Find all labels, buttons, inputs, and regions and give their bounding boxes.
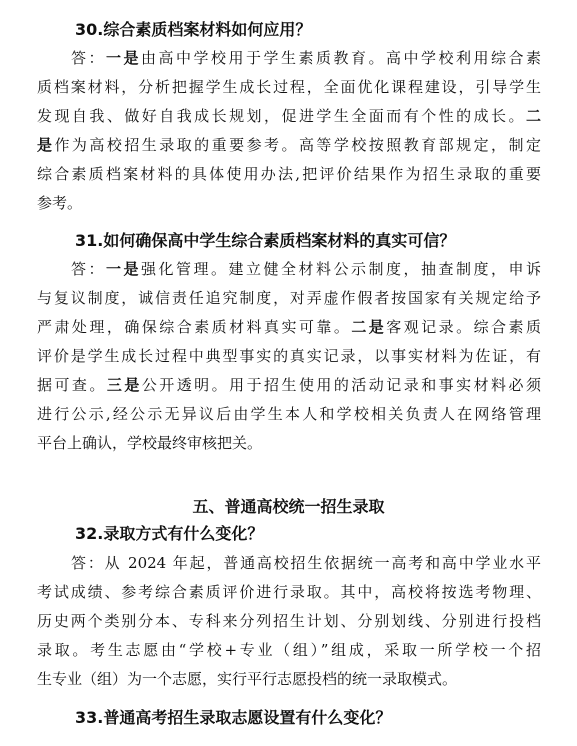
answer-text: 严肃处理，确保综合素质材料真实可靠。 (37, 318, 352, 336)
answer-text: 与复议制度，诚信责任追究制度，对弄虚作假者按国家有关规定给予 (37, 289, 541, 307)
answer-32-line (37, 549, 541, 578)
answer-text: 答：从 2024 年起，普通高校招生依据统一高考和高中学业水平 (71, 554, 541, 572)
answer-30-line (37, 44, 541, 73)
answer-text: 综合素质档案材料的具体使用办法,把评价结果作为招生录取的重要 (37, 165, 541, 183)
answer-text: 录取。考生志愿由“学校+专业（组）”组成，采取一所学校一个招 (37, 641, 541, 659)
answer-text: 参考。 (37, 194, 83, 212)
answer-32-line (37, 665, 541, 694)
answer-text: 发现自我、做好自我成长规划，促进学生全面而有个性的成长。 (37, 107, 526, 125)
answer-30-line (37, 73, 541, 102)
answer-32-paragraph (37, 549, 541, 694)
emphasis-third: 三是 (106, 376, 142, 394)
answer-text: 进行公示,经公示无异议后由学生本人和学校相关负责人在网络管理 (37, 405, 541, 423)
emphasis-second: 二 (525, 107, 541, 125)
answer-31-line (37, 400, 541, 429)
answer-31-line (37, 429, 541, 458)
question-31-heading: 31.如何确保高中学生综合素质档案材料的真实可信？ (75, 231, 456, 250)
emphasis-second: 二是 (351, 318, 387, 336)
answer-text: 作为高校招生录取的重要参考。高等学校按照教育部规定，制定 (54, 136, 541, 154)
answer-31-line (37, 284, 541, 313)
answer-30-line (37, 189, 541, 218)
question-30-heading: 30.综合素质档案材料如何应用？ (75, 20, 312, 39)
answer-30-line (37, 102, 541, 131)
answer-text: 历史两个类别分本、专科来分列招生计划、分别划线、分别进行投档 (37, 612, 541, 630)
answer-31-line (37, 371, 541, 400)
answer-32-line (37, 636, 541, 665)
answer-text: 强化管理。建立健全材料公示制度，抽查制度，申诉 (141, 260, 541, 278)
emphasis-first: 一是 (106, 260, 141, 278)
answer-text: 客观记录。综合素质 (386, 318, 541, 336)
question-32-heading: 32.录取方式有什么变化？ (75, 524, 264, 543)
answer-31-line (37, 313, 541, 342)
answer-text: 由高中学校用于学生素质教育。高中学校利用综合素 (141, 49, 541, 67)
answer-text: 质档案材料，分析把握学生成长过程，全面优化课程建设，引导学生 (37, 78, 541, 96)
answer-text: 评价是学生成长过程中典型事实的真实记录，以事实材料为佐证，有 (37, 347, 541, 365)
answer-30-paragraph (37, 44, 541, 218)
answer-text: 生专业（组）为一个志愿，实行平行志愿投档的统一录取模式。 (37, 670, 458, 688)
answer-text: 考试成绩、参考综合素质评价进行录取。其中，高校将按选考物理、 (37, 583, 541, 601)
answer-30-line (37, 160, 541, 189)
emphasis-second: 是 (37, 136, 55, 154)
answer-label: 答： (71, 49, 106, 67)
answer-31-paragraph (37, 255, 541, 458)
section-heading: 五、普通高校统一招生录取 (192, 497, 385, 516)
answer-32-line (37, 607, 541, 636)
answer-label: 答： (71, 260, 106, 278)
answer-32-line (37, 578, 541, 607)
answer-text: 据可查。 (37, 376, 107, 394)
answer-31-line (37, 255, 541, 284)
answer-text: 平台上确认，学校最终审核把关。 (37, 434, 263, 452)
answer-text: 公开透明。用于招生使用的活动记录和事实材料必须 (141, 376, 541, 394)
emphasis-first: 一是 (106, 49, 141, 67)
answer-30-line (37, 131, 541, 160)
answer-31-line (37, 342, 541, 371)
question-33-heading: 33.普通高考招生录取志愿设置有什么变化？ (75, 708, 392, 727)
